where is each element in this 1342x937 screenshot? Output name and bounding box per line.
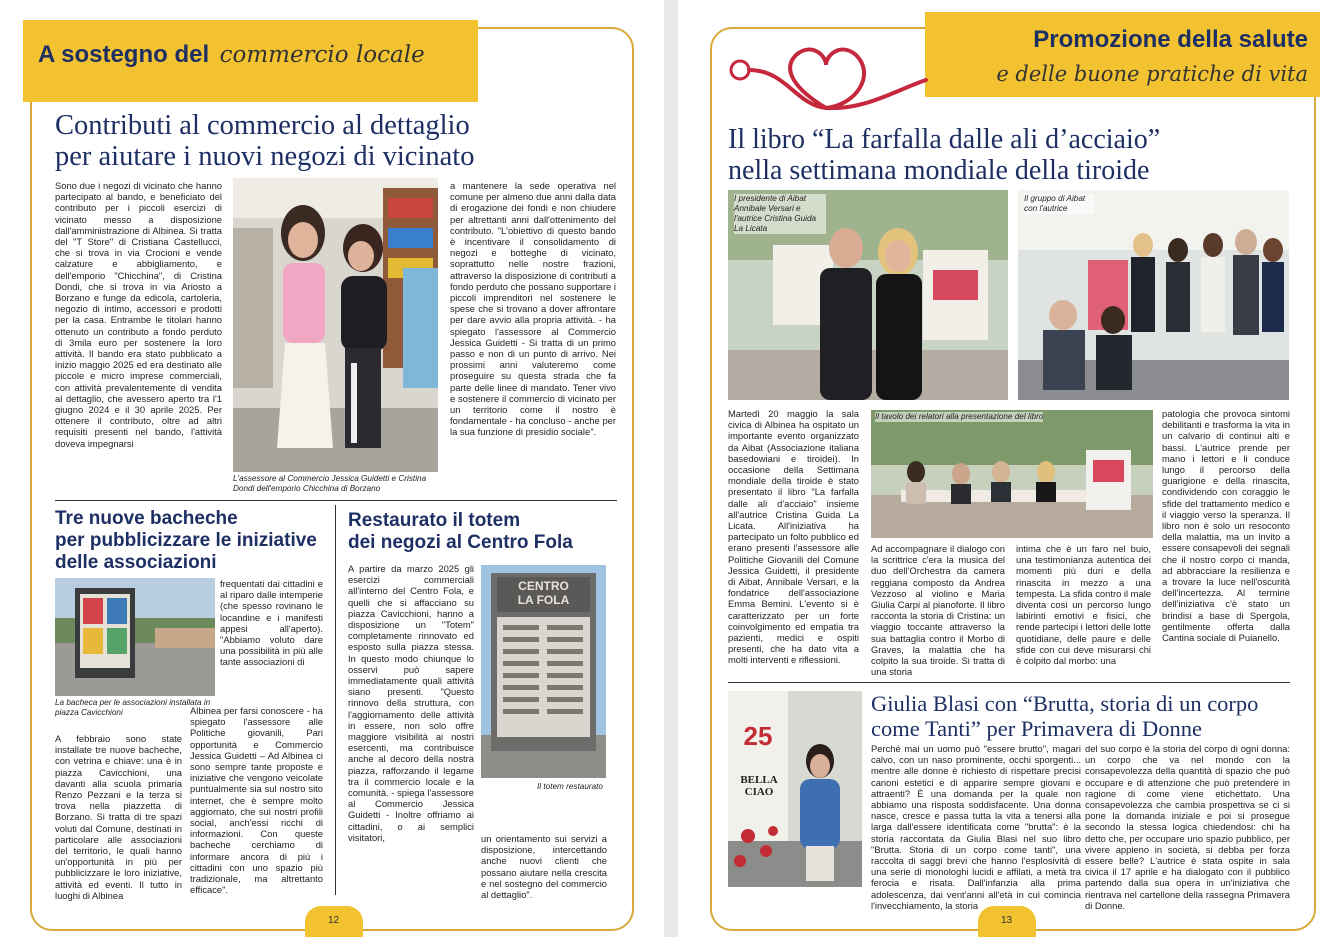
bacheca-col2: Albinea per farsi conoscere - ha spiegato l'assessore alle Politiche giovanili, Pari opportunità e Commercio Jessica Guidetti – Ad Albinea ci sono sempre tante proposte e iniziative che vengono veicolate puntualmente sia sul nostro sito internet, che è sempre molto aggiornato, che sui nostri profili social, anch'essi ricchi di informazioni. Con queste bacheche cerchiamo di informare ancora di più i cittadini con uno spazio più tradizionale, ma altrettanto efficace". xyxy=(190,705,323,896)
banner-script: commercio locale xyxy=(219,42,425,68)
photo-tavolo-relatori xyxy=(871,410,1153,538)
article-col1: Sono due i negozi di vicinato che hanno partecipato al bando, e beneficiato del contributo per i piccoli esercizi di vicinato messo a disposizione dall'amministrazione di Albinea. Si tratta del "T Store" di Cristiana Castellucci, che si trova in via Crocioni e vende calzature e abbigliamento, e dell'emporio "Chicchina", di Cristina Dondi, che si trova in via Ariosto a Borzano e funge da edicola, cartoleria, negozio di intimo, accessori e prodotti per la casa. Entrambe le titolari hanno ottenuto un contributo a fondo perduto di 3mila euro per sostenere la loro attività. Il bando era stato pubblicato a inizio maggio 2025 ed era destinato alle piccole e micro imprese commerciali, con attività prevalentemente di vendita al dettaglio, che avessero aperto tra l'1 giugno 2024 e il 30 aprile 2025. Per ottenere il contributo, oltre ad altri requisiti presenti nel bando, l'attività doveva impegnarsi xyxy=(55,180,222,449)
stethoscope-heart-icon xyxy=(726,30,926,115)
article-col2: Ad accompagnare il dialogo con la scrittrice c'era la musica del duo dell'Orchestra da camera reggiana composto da Andrea Vezzoso al violino e Maria Giulia Carpi al pianoforte. Il libro racconta la storia di Cristina: un viaggio toccante attraverso la sua battaglia contro il Morbo di Graves, la malattia che ha colpito la sua tiroide. Si tratta di una storia xyxy=(871,543,1005,678)
article-col3: a mantenere la sede operativa nel comune per almeno due anni dalla data di erogazione dei fondi e non chiudere per altrettanti anni dall'ottenimento del contributo. "L'obiettivo di questo bando è incentivare il consolidamento di negozi e botteghe di vicinato, soprattutto nelle nostre frazioni, attraverso la disposizione di contributi a fondo perduto che possano supportare i piccoli imprenditori nel sostenere le spese che si trovano a dover affrontare per dare avvio alla propria attività. - ha spiegato l'assessore al Commercio Jessica Guidetti - Si tratta di un primo passo e non di un punto di arrivo. Nei prossimi anni valuteremo come proseguire su questa strada che fa parte delle linee di mandato. Tener vivo e sostenere il commercio di vicinato per un territorio come il nostro è fondamentale - ha concluso - anche per la sua funzione di presidio sociale". xyxy=(450,180,616,438)
bacheca-text-right: frequentati dai cittadini e al riparo dalle intemperie (che spesso rovinano le locandine e i manifesti appesi all'aperto). "Abbiamo voluto dare una possibilità in più alle tante associazioni di xyxy=(220,578,323,668)
blasi-col1: Perché mai un uomo può "essere brutto", magari calvo, con un naso prominente, occhi sporgenti... mentre alle donne è richiesto di rispettare precisi canoni estetici e di apparire sempre giovani e attraenti? È una domanda per la quale non abbiamo una risposta soddisfacente. Una donna nasce, cresce e passa tutta la vita a tenersi alla larga dall'essere identificata come "brutta": è la storia raccontata da Giulia Blasi nel suo libro "Brutta. Storia di un corpo come tanti", una raccolta di saggi brevi che hanno l'esplosività di una serie di monologhi lucidi e affilati, a metà tra ferocia e risata. Dall'infanzia alla prima adolescenza, dai vent'anni all'età in cui comincia l'invecchiamento, la storia xyxy=(871,743,1081,911)
totem-caption: Il totem restaurato xyxy=(537,782,603,791)
photo-giulia-blasi xyxy=(728,691,862,887)
page-number: 12 xyxy=(328,915,340,926)
article-title xyxy=(728,124,1160,186)
article-col1: Martedì 20 maggio la sala civica di Albinea ha ospitato un importante evento organizzato da Aibat (Associazione italiana basedowiani e tiroidei). In occasione della Settimana mondiale della tiroide è stato presentato il libro "La farfalla dalle ali d'acciaio" insieme all'autrice Cristina Guida La Licata. All'iniziativa ha partecipato un folto pubblico ed erano presenti l'assessore alle Politiche Giovanili del Comune Jessica Guidetti, il presidente di Aibat, Annibale Versari, e la fondatrice dell'associazione Emma Bemini. L'evento si è caratterizzato per un forte coinvolgimento ed empatia tra pazienti, medici e ospiti presenti, che ha dato vita a molti interventi e riflessioni. xyxy=(728,408,859,666)
photo-shop-owners xyxy=(233,178,438,472)
blasi-col2: del suo corpo è la storia del corpo di ogni donna: un corpo che va nel mondo con la consapevolezza della quantità di spazio che può occupare e di attenzione che può pretendere in ragione di come viene etichettato. Una consapevolezza che cambia prospettiva se ci si pone la domanda iniziale e poi si prosegue secondo la stessa logica chiedendosi: chi ha detto che, per occupare uno spazio pubblico, per vivere appieno in società, si debba per forza essere belle? L'autrice è stata ospite in sala civica il 17 aprile e ha dialogato con il pubblico partendo dalla sua opera in un'iniziativa che rientrava nel cartellone della rassegna Primavera di Donne. xyxy=(1085,743,1290,911)
title-line2: per aiutare i nuovi negozi di vicinato xyxy=(55,141,475,172)
photo3-image xyxy=(871,410,1153,538)
page-12 xyxy=(0,0,664,937)
section-banner xyxy=(23,20,478,102)
article-title xyxy=(55,110,474,172)
photo-caption: L'assessore al Commercio Jessica Guidetti e Cristina Dondi dell'emporio Chicchina di Borzano xyxy=(233,474,427,493)
page-number: 13 xyxy=(1001,915,1013,926)
banner-bold: A sostegno del xyxy=(38,41,210,68)
title-line1: Contributi al commercio al dettaglio xyxy=(55,110,470,141)
photo2-caption: Il gruppo di Aibat con l'autrice xyxy=(1024,194,1094,214)
subhead-bacheche: Tre nuove bacheche per pubblicizzare le iniziative delle associazioni xyxy=(55,508,317,573)
bacheca-body: A febbraio sono state installate tre nuove bacheche, con vetrina e chiave: una è in piazza Cavicchioni, una davanti alla scuola primaria Renzo Pezzani e la terza si trova nella piazzetta di Borzano. Si tratta di tre spazi voluti dal Comune, destinati in particolare alle associazioni del territorio, le quali hanno un'opportunità in più per pubblicizzare le loro iniziative, attività ed eventi. Il tutto in luoghi di Albinea xyxy=(55,733,182,901)
totem-body-b: un orientamento sui servizi a disposizione, intercettando anche nuovi clienti che possano aiutare nella crescita e nel sostegno del commercio al dettaglio". xyxy=(481,833,607,901)
photo-shop-image xyxy=(233,178,438,472)
bacheca-caption: La bacheca per le associazioni installata in piazza Cavicchioni xyxy=(55,698,211,717)
divider-vertical xyxy=(335,505,336,895)
subhead-giulia-blasi: Giulia Blasi con “Brutta, storia di un corpo come Tanti” per Primavera di Donne xyxy=(871,691,1259,741)
totem-body: A partire da marzo 2025 gli esercizi commerciali all'interno del Centro Fola, e quelli che si affacciano su piazza Cavicchioni, hanno a disposizione un "Totem" completamente rinnovato ed esposto sulla piazza stessa. In questo modo chiunque lo osservi può sapere immediatamente quali attività siano presenti. "Questo rinnovo della struttura, con l'aggiornamento delle attività in essere, non solo offre maggiore visibilità ai nostri esercenti, ma contribuisce anche al decoro della nostra piazza, rafforzando il legame tra il commercio locale e la comunità. - spiega l'assessore al Commercio Jessica Guidetti - Inoltre offriamo ai cittadini, o ai semplici visitatori, xyxy=(348,563,474,843)
photo-totem xyxy=(481,565,606,778)
photo2-image xyxy=(1018,190,1289,400)
divider xyxy=(55,500,617,501)
section-banner xyxy=(925,12,1320,97)
title-line2: nella settimana mondiale della tiroide xyxy=(728,155,1150,186)
banner-bold: Promozione della salute xyxy=(1033,26,1308,53)
photo-presidente-autrice xyxy=(728,190,1008,400)
page-13 xyxy=(678,0,1342,937)
article-col3: intima che è un faro nel buio, una testimonianza autentica dei momenti più duri e della rinascita in mezzo a una tempesta. La sfida contro il male diventa così un percorso lungo labirinti emotivi e fisici, che rende partecipi i lettori delle lotte quotidiane, delle paure e delle sfide con cui deve misurarsi chi è colpito dal morbo: una xyxy=(1016,543,1151,667)
photo-bacheca xyxy=(55,578,215,696)
title-line1: Il libro “La farfalla dalle ali d’acciaio” xyxy=(728,124,1161,155)
photo3-caption: Il tavolo dei relatori alla presentazione del libro xyxy=(875,412,1044,421)
divider xyxy=(728,682,1290,683)
photo-bacheca-image xyxy=(55,578,215,696)
banner-script: e delle buone pratiche di vita xyxy=(996,62,1308,86)
poster-number: 25 xyxy=(743,721,773,751)
totem-sign: CENTRO LA FOLA xyxy=(517,579,570,607)
subhead-totem: Restaurato il totem dei negozi al Centro Fola xyxy=(348,510,573,553)
photo-gruppo-aibat xyxy=(1018,190,1289,400)
photo1-caption: I presidente di Aibat Annibale Versari e l'autrice Cristina Guida La Licata xyxy=(734,194,826,234)
poster-text: BELLA CIAO xyxy=(740,774,778,798)
article-col4: patologia che provoca sintomi debilitanti e trasforma la vita in un calvario di continui alti e bassi. L'autrice prende per mano i lettori e li conduce lungo il percorso della guarigione e della rinascita, condividendo con coraggio le sfide del trattamento medico e il viaggio verso la speranza. Il libro non è solo un resoconto della malattia, ma un invito a essere consapevoli dei segnali che il nostro corpo ci manda, ad abbracciare la resilienza e a trovare la luce nell'oscurità dell'incertezza. Al termine dell'iniziativa c'è stato un brindisi a base di Spergola, gentilmente offerta dalla Cantina sociale di Puianello. xyxy=(1162,408,1290,644)
